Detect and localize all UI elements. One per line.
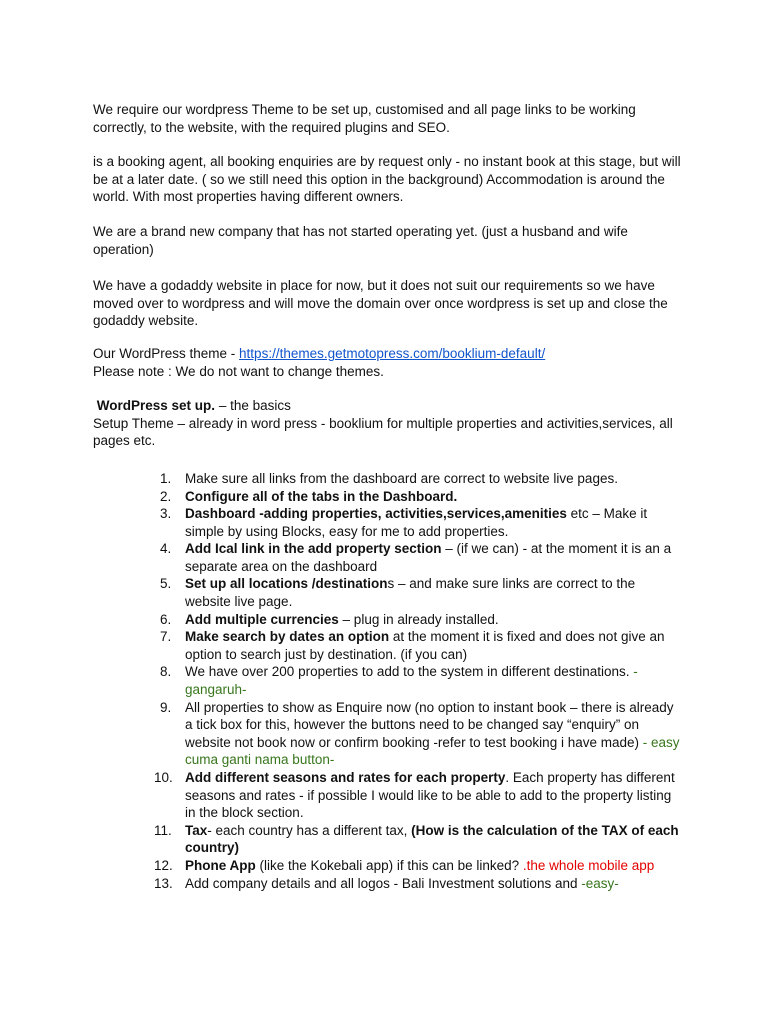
intro-paragraph: We require our wordpress Theme to be set up, customised and all page links to be working correctly, to the website, with the required plugins and SEO. [93,102,636,135]
task-number: 11. [154,822,172,838]
task-text: at the moment it is fixed and does not give an option to search just by destination. (if you can) [185,629,665,662]
task-number: 1. [160,470,172,486]
task-number: 12. [154,857,173,873]
theme-prefix: Our WordPress theme - [93,345,240,361]
task-item [162,470,682,488]
task-list [154,470,682,892]
task-bold-text: Configure all of the tabs in the Dashboard. [185,488,458,504]
setup-text: Setup Theme – already in word press - booklium for multiple properties and activities,services, all pages etc. [93,415,673,449]
task-number: 10. [154,770,173,785]
setup-heading-suffix: – the basics [215,398,291,414]
setup-heading-line [93,397,683,415]
task-bold-text: Add multiple currencies [185,611,339,627]
task-number: 2. [160,488,172,504]
task-item [154,875,682,893]
booking-agent-paragraph: is a booking agent, all booking enquiries are by request only - no instant book at this stage, but will be at a later date. ( so we still need this option in the background) Accommodation is around the world. With most properties having different owners. [93,154,681,205]
task-item [162,540,682,575]
task-text: – (if we can) - at the moment it is an a separate area on the dashboard [185,541,672,574]
document-body [93,101,683,892]
task-item [154,857,682,875]
task-text: Add company details and all logos - Bali Investment solutions and [185,875,582,891]
task-item [154,769,682,822]
task-item [162,575,682,610]
task-item [162,663,682,698]
task-number: 5. [160,576,172,592]
task-red-note: .the whole mobile app [522,857,655,873]
task-number: 6. [160,611,172,627]
task-text: We have over 200 properties to add to the system in different destinations. [185,664,634,680]
task-text: . Each property has different seasons and rates - if possible I would like to be able to add to the property listing in the block section. [185,770,675,821]
task-item [162,628,682,663]
theme-line [93,345,683,363]
task-text: (like the Kokebali app) if this can be linked? [255,857,523,873]
task-bold-text: Phone App [185,857,256,873]
task-number: 4. [160,541,172,557]
task-bold-text: Tax [185,822,208,838]
task-bold-text: Add different seasons and rates for each property [185,770,506,785]
theme-link[interactable]: https://themes.getmotopress.com/booklium-default/ [239,345,546,361]
task-bold-text: Set up all locations /destination [185,576,388,592]
task-green-note: -easy- [581,875,619,891]
task-number: 7. [160,629,172,645]
task-text: - each country has a different tax, [207,822,412,838]
task-text: etc – Make it simple by using Blocks, easy for me to add properties. [185,506,648,539]
task-text: All properties to show as Enquire now (no option to instant book – there is already a tick box for this, however the buttons need to be changed say “enquiry” on website not book now or confirm booking -refer to test booking i have made) [185,699,674,750]
task-green-note: -gangaruh- [185,664,638,698]
task-item [162,611,682,629]
task-number: 3. [160,506,172,522]
setup-heading: WordPress set up. [96,398,216,414]
task-number: 13. [154,875,173,891]
task-bold-text: (How is the calculation of the TAX of each country) [185,822,679,856]
task-bold-text: Dashboard -adding properties, activities,services,amenities [185,506,567,522]
company-paragraph: We are a brand new company that has not started operating yet. (just a husband and wife operation) [93,223,628,257]
theme-note: Please note : We do not want to change themes. [93,363,384,379]
task-number: 8. [160,664,172,680]
task-text: – plug in already installed. [338,611,499,627]
task-bold-text: Add Ical link in the add property section [185,541,442,557]
task-item [162,505,682,540]
task-text: Make sure all links from the dashboard are correct to website live pages. [185,470,618,486]
task-green-note: - easy cuma ganti nama button- [185,734,680,768]
task-text: s – and make sure links are correct to the website live page. [185,576,636,610]
task-item [162,488,682,506]
godaddy-paragraph: We have a godaddy website in place for now, but it does not suit our requirements so we have moved over to wordpress and will move the domain over once wordpress is set up and close the godaddy website. [93,278,668,329]
task-number: 9. [160,699,172,715]
task-bold-text: Make search by dates an option [185,629,390,645]
task-item [162,699,682,769]
task-item [154,822,682,857]
